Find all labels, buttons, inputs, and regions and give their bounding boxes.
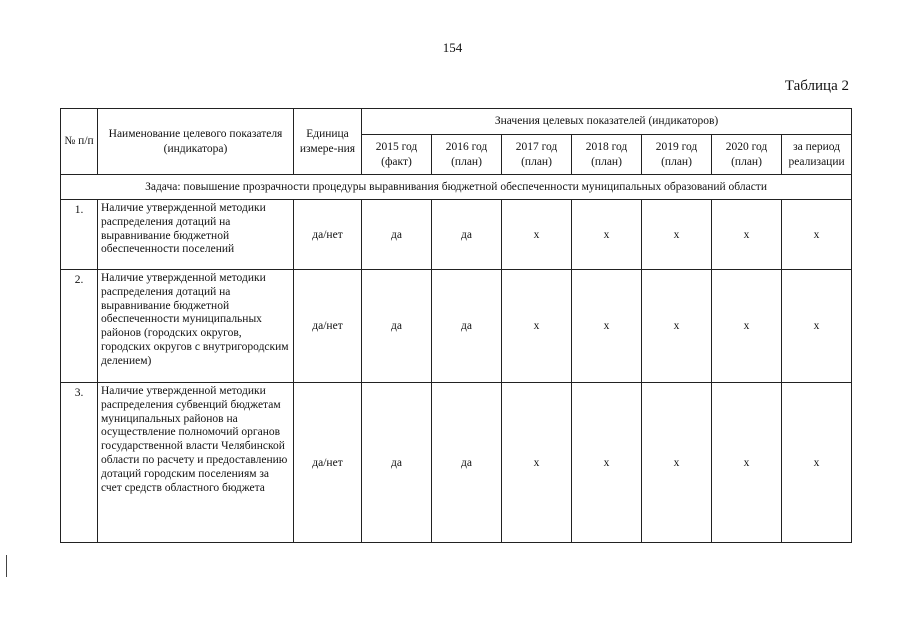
row-value: х [502, 200, 572, 270]
row-value: да [432, 200, 502, 270]
header-year-2018: 2018 год (план) [572, 135, 642, 175]
row-value: х [642, 270, 712, 383]
row-value: да [432, 270, 502, 383]
header-year-2016: 2016 год (план) [432, 135, 502, 175]
margin-mark [6, 555, 7, 577]
header-num: № п/п [61, 109, 98, 175]
row-value: х [642, 383, 712, 543]
table-caption: Таблица 2 [784, 78, 849, 94]
header-year-2019: 2019 год (план) [642, 135, 712, 175]
table-row [61, 383, 852, 543]
table-row [61, 270, 852, 383]
page-number: 154 [442, 40, 463, 55]
row-unit: да/нет [294, 200, 362, 270]
row-num: 2. [61, 270, 98, 383]
header-unit: Единица измере-ния [294, 109, 362, 175]
row-value: х [712, 270, 782, 383]
row-value: х [712, 383, 782, 543]
indicators-table [60, 108, 852, 543]
row-value: х [572, 270, 642, 383]
header-year-2015: 2015 год (факт) [362, 135, 432, 175]
header-period-total: за период реализации [782, 135, 852, 175]
header-year-2017: 2017 год (план) [502, 135, 572, 175]
row-value: х [642, 200, 712, 270]
row-value: да [362, 200, 432, 270]
table-row [61, 200, 852, 270]
row-value: х [782, 383, 852, 543]
header-year-2020: 2020 год (план) [712, 135, 782, 175]
row-value: х [572, 383, 642, 543]
row-num: 3. [61, 383, 98, 543]
row-value: х [782, 200, 852, 270]
row-value: х [712, 200, 782, 270]
row-value: да [362, 270, 432, 383]
row-value: х [502, 383, 572, 543]
row-value: х [782, 270, 852, 383]
header-name: Наименование целевого показателя (индикатора) [98, 109, 294, 175]
row-name: Наличие утвержденной методики распределения субвенций бюджетам муниципальных районов на осуществление полномочий органов государственной власти Челябинской области по расчету и предоставлению дотаций городским поселениям за счет средств областного бюджета [98, 383, 294, 543]
task-row: Задача: повышение прозрачности процедуры выравнивания бюджетной обеспеченности муниципальных образований области [61, 175, 852, 200]
row-unit: да/нет [294, 270, 362, 383]
row-value: да [362, 383, 432, 543]
row-name: Наличие утвержденной методики распределения дотаций на выравнивание бюджетной обеспеченности муниципальных районов (городских округов, городских округов с внутригородским делением) [98, 270, 294, 383]
row-value: х [502, 270, 572, 383]
row-num: 1. [61, 200, 98, 270]
header-values-group: Значения целевых показателей (индикаторов) [362, 109, 852, 135]
row-unit: да/нет [294, 383, 362, 543]
row-value: х [572, 200, 642, 270]
row-name: Наличие утвержденной методики распределения дотаций на выравнивание бюджетной обеспеченности поселений [98, 200, 294, 270]
row-value: да [432, 383, 502, 543]
